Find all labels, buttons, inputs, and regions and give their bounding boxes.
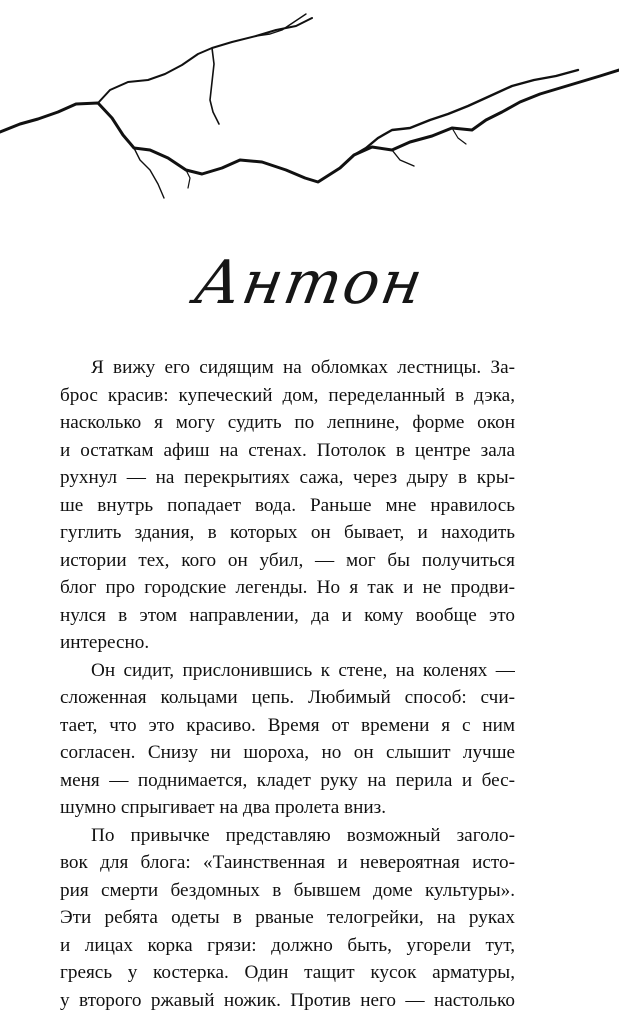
text-line: согласен. Снизу ни шороха, но он слышит лучше (60, 739, 515, 767)
text-line: рия смерти бездомных в бывшем доме культуры». (60, 877, 515, 905)
text-line: сложенная кольцами цепь. Любимый способ: счи- (60, 684, 515, 712)
text-line: интересно. (60, 629, 515, 657)
text-line: ше внутрь попадает вода. Раньше мне нравилось (60, 492, 515, 520)
text-line: рухнул — на перекрытиях сажа, через дыру в кры- (60, 464, 515, 492)
text-line: насколько я могу судить по лепнине, форме окон (60, 409, 515, 437)
text-line: По привычке представляю возможный заголо- (60, 822, 515, 850)
paragraph-2 (60, 657, 515, 822)
text-line: Эти ребята одеты в рваные телогрейки, на руках (60, 904, 515, 932)
text-line: греясь у костерка. Один тащит кусок арматуры, (60, 959, 515, 987)
text-line: у второго ржавый ножик. Против него — настолько (60, 987, 515, 1014)
cracked-line-illustration (0, 0, 619, 220)
paragraph-3 (60, 822, 515, 1014)
text-line: Он сидит, прислонившись к стене, на коленях — (60, 657, 515, 685)
text-line: Я вижу его сидящим на обломках лестницы. За- (60, 354, 515, 382)
text-line: блог про городские легенды. Но я так и не продви- (60, 574, 515, 602)
text-line: вок для блога: «Таинственная и невероятная исто- (60, 849, 515, 877)
body-text (60, 354, 515, 1014)
text-line: брос красив: купеческий дом, переделанный в дэка, (60, 382, 515, 410)
text-line: и остаткам афиш на стенах. Потолок в центре зала (60, 437, 515, 465)
text-line: и лицах корка грязи: должно быть, угорели тут, (60, 932, 515, 960)
text-line: тает, что это красиво. Время от времени я с ним (60, 712, 515, 740)
text-line: меня — поднимается, кладет руку на перила и бес- (60, 767, 515, 795)
text-line: шумно спрыгивает на два пролета вниз. (60, 794, 515, 822)
paragraph-1 (60, 354, 515, 657)
text-line: гуглить здания, в которых он бывает, и находить (60, 519, 515, 547)
text-line: истории тех, кого он убил, — мог бы получиться (60, 547, 515, 575)
chapter-title: Антон (0, 248, 619, 318)
text-line: нулся в этом направлении, да и кому вообще это (60, 602, 515, 630)
